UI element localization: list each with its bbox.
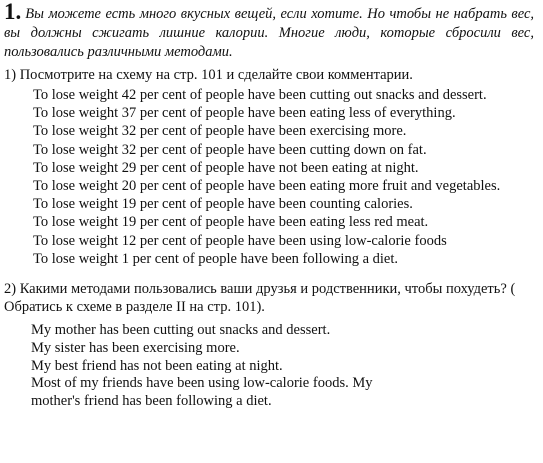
task-2-answer: My best friend has not been eating at night. [31,357,283,374]
exercise-intro-text: Вы можете есть много вкусных вещей, если хотите. Но чтобы не набрать вес, вы должны сжигать лишние калории. Многие люди, которые сбросили вес, пользовались различными методами. [4,6,534,60]
task-1-answer: To lose weight 20 per cent of people have been eating more fruit and vegetables. [33,178,501,195]
task-1-answer: To lose weight 19 per cent of people have been counting calories. [33,196,413,213]
exercise-intro [4,2,534,62]
task-2-prompt: 2) Какими методами пользовались ваши друзья и родственники, чтобы похудеть? ( Обратись к схеме в разделе II на стр. 101). [4,281,516,316]
task-1-answer: To lose weight 29 per cent of people have not been eating at night. [33,159,419,176]
task-1-answers [4,86,534,268]
task-1-answer: To lose weight 12 per cent of people have been using low-calorie foods [33,232,447,249]
exercise-number: 1. [4,0,22,24]
task-2-answer: My mother has been cutting out snacks and dessert. [31,322,331,339]
task-2-answer: Most of my friends have been using low-calorie foods. My mother's friend has been following a diet. [31,375,373,410]
task-1-prompt: 1) Посмотрите на схему на стр. 101 и сделайте свои комментарии. [4,67,413,83]
task-2-answer: My sister has been exercising more. [31,339,240,356]
task-1-answer: To lose weight 32 per cent of people have been exercising more. [33,123,407,140]
task-2-answers [31,322,411,411]
task-1-answer: To lose weight 37 per cent of people have been eating less of everything. [33,105,456,122]
task-1-answer: To lose weight 1 per cent of people have been following a diet. [33,250,398,267]
task-1-answer: To lose weight 19 per cent of people have been eating less red meat. [33,214,429,231]
task-1-answer: To lose weight 42 per cent of people have been cutting out snacks and dessert. [33,87,487,103]
textbook-page [4,2,534,411]
task-1-answer: To lose weight 32 per cent of people have been cutting down on fat. [33,141,427,158]
